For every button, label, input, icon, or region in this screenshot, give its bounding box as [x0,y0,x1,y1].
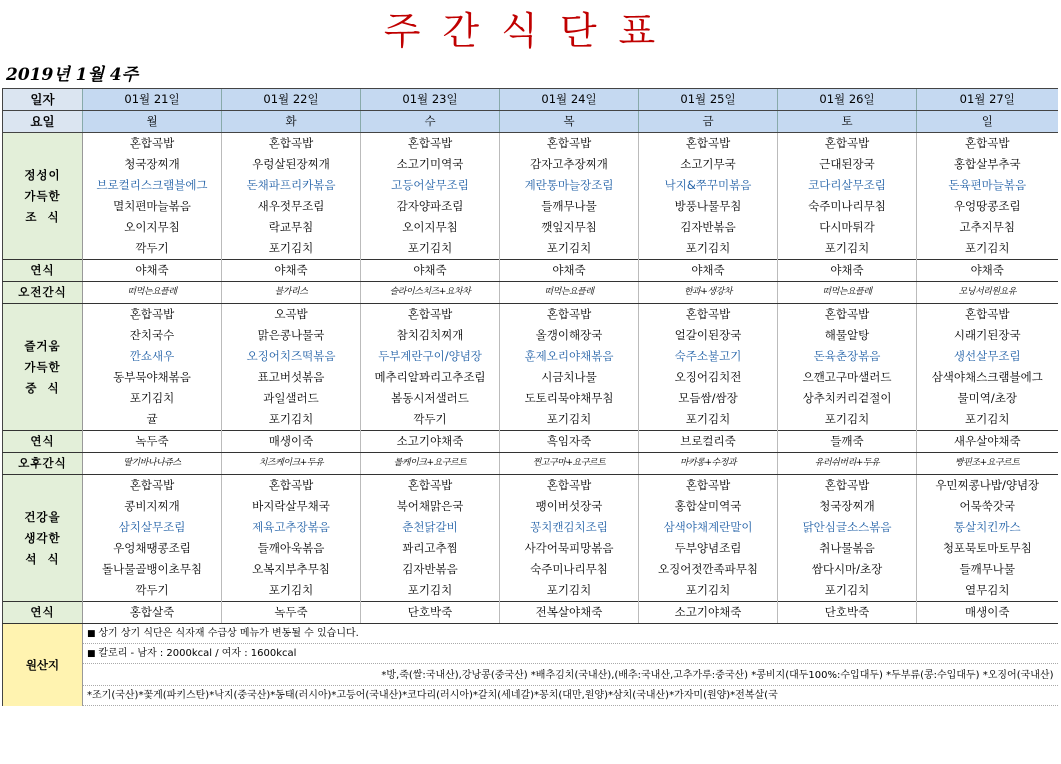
breakfast-dish: 혼합곡밥 [222,133,361,155]
lunch-porridge-item: 녹두죽 [83,431,222,453]
breakfast-porridge-item: 야채죽 [361,260,500,282]
weekday-cell: 화 [222,111,361,133]
dinner-dish: 숙주미나리무침 [500,559,639,580]
dinner-porridge-item: 단호박죽 [778,602,917,624]
breakfast-dish: 브로컬리스크램블에그 [83,175,222,196]
date-cell: 01월 26일 [778,89,917,111]
dinner-dish: 바지락살무채국 [222,496,361,517]
lunch-porridge-item: 들깨죽 [778,431,917,453]
breakfast-dish: 돈채파프리카볶음 [222,175,361,196]
breakfast-porridge-row [3,260,1058,282]
breakfast-row [3,133,1058,155]
lunch-dish: 귤 [83,409,222,431]
origin-body [83,624,1058,707]
lunch-row [3,367,1058,388]
lunch-porridge-label: 연식 [3,431,83,453]
date-cell: 01월 23일 [361,89,500,111]
am-snack-item: 떠먹는요플레 [83,282,222,304]
breakfast-dish: 감자고추장찌개 [500,154,639,175]
page-title: 주간식단표 [383,9,678,53]
dinner-dish: 두부양념조림 [639,538,778,559]
dinner-dish: 쌈다시마/초장 [778,559,917,580]
pm-snack-item: 유러쉬버리+두유 [778,453,917,475]
lunch-dish: 해물알탕 [778,325,917,346]
date-cell: 01월 27일 [917,89,1058,111]
lunch-dish: 포기김치 [83,388,222,409]
lunch-dish: 표고버섯볶음 [222,367,361,388]
date-cell: 01월 22일 [222,89,361,111]
breakfast-section-label: 정성이 가득한 조 식 [3,133,83,260]
breakfast-dish: 포기김치 [500,238,639,260]
date-cell: 01월 25일 [639,89,778,111]
dinner-dish: 우민찌콩나밥/양념장 [917,475,1058,497]
breakfast-porridge-label: 연식 [3,260,83,282]
pm-snack-item: 마카롱+수정과 [639,453,778,475]
dinner-porridge-item: 전복살야채죽 [500,602,639,624]
weekday-row [3,111,1058,133]
pm-snack-item: 치즈케이크+두유 [222,453,361,475]
breakfast-porridge-item: 야채죽 [778,260,917,282]
breakfast-dish: 방풍나물무침 [639,196,778,217]
breakfast-dish: 소고기무국 [639,154,778,175]
dinner-porridge-label: 연식 [3,602,83,624]
lunch-dish: 혼합곡밥 [778,304,917,326]
breakfast-dish: 혼합곡밥 [83,133,222,155]
lunch-dish: 도토리묵야채무침 [500,388,639,409]
breakfast-dish: 홍합살부추국 [917,154,1058,175]
breakfast-dish: 깍두기 [83,238,222,260]
lunch-dish: 포기김치 [778,409,917,431]
dinner-dish: 사각어묵피망볶음 [500,538,639,559]
breakfast-porridge-item: 야채죽 [500,260,639,282]
breakfast-dish: 숙주미나리무침 [778,196,917,217]
lunch-dish: 얼갈이된장국 [639,325,778,346]
pm-snack-item: 찐고구마+요구르트 [500,453,639,475]
lunch-dish: 깐쇼새우 [83,346,222,367]
breakfast-dish: 소고기미역국 [361,154,500,175]
dinner-dish: 꽈리고추찜 [361,538,500,559]
dinner-row [3,580,1058,602]
lunch-dish: 으깬고구마샐러드 [778,367,917,388]
bullet-icon: ■ [87,649,99,659]
dinner-dish: 통살치킨까스 [917,517,1058,538]
lunch-dish: 모듬쌈/쌈장 [639,388,778,409]
dinner-dish: 우엉채땡콩조림 [83,538,222,559]
breakfast-porridge-item: 야채죽 [222,260,361,282]
lunch-dish: 포기김치 [222,409,361,431]
breakfast-dish: 포기김치 [222,238,361,260]
dinner-dish: 꽁치캔김치조림 [500,517,639,538]
breakfast-dish: 혼합곡밥 [778,133,917,155]
lunch-dish: 물미역/초장 [917,388,1058,409]
lunch-dish: 혼합곡밥 [917,304,1058,326]
lunch-porridge-item: 흑임자죽 [500,431,639,453]
dinner-dish: 김자반볶음 [361,559,500,580]
dinner-dish: 어묵쑥갓국 [917,496,1058,517]
lunch-dish: 포기김치 [500,409,639,431]
dinner-section-label: 건강을 생각한 석 식 [3,475,83,602]
dinner-dish: 청포묵토마토무침 [917,538,1058,559]
dinner-dish: 오복지부추무침 [222,559,361,580]
dinner-dish: 혼합곡밥 [83,475,222,497]
breakfast-dish: 청국장찌개 [83,154,222,175]
calorie-line [83,644,1058,664]
dinner-dish: 혼합곡밥 [639,475,778,497]
dinner-dish: 홍합살미역국 [639,496,778,517]
breakfast-porridge-item: 야채죽 [639,260,778,282]
origin-line-2: *조기(국산)*꽃게(파키스탄)*낙지(중국산)*동태(러시아)*고등어(국내산)*코다리(러시아)*갈치(세네갈)*꽁치(대만,원양)*삼치(국내산)*가자미(원양)*전복살(국 [83,686,1058,706]
weekday-cell: 일 [917,111,1058,133]
breakfast-dish: 포기김치 [778,238,917,260]
breakfast-row [3,175,1058,196]
dinner-dish: 삼색야채계란말이 [639,517,778,538]
lunch-row [3,388,1058,409]
breakfast-dish: 오이지무침 [361,217,500,238]
date-row [3,89,1058,111]
breakfast-dish: 계란통마늘장조림 [500,175,639,196]
breakfast-dish: 돈육편마늘볶음 [917,175,1058,196]
lunch-row [3,325,1058,346]
week-label: 2019년 1월 4주 [6,65,139,85]
lunch-porridge-row [3,431,1058,453]
origin-line-1: *방,죽(쌀:국내산),강낭콩(중국산) *배추김치(국내산),(배추:국내산,고추가루:중국산) *콩비지(대두100%:수입대두) *두부류(콩:수입대두) *오징어(국내산) [83,666,1058,686]
weekday-cell: 월 [83,111,222,133]
dinner-dish: 청국장찌개 [778,496,917,517]
lunch-dish: 봄동시저샐러드 [361,388,500,409]
am-snack-item: 모닝서리원요유 [917,282,1058,304]
dinner-dish: 삼치살무조림 [83,517,222,538]
lunch-dish: 오곡밥 [222,304,361,326]
breakfast-dish: 코다리살무조림 [778,175,917,196]
dinner-row [3,538,1058,559]
breakfast-dish: 고추지무침 [917,217,1058,238]
breakfast-dish: 다시마튀각 [778,217,917,238]
lunch-section-label: 즐거움 가득한 중 식 [3,304,83,431]
lunch-dish: 시금치나물 [500,367,639,388]
notice-text: 상기 상기 식단은 식자재 수급상 메뉴가 변동될 수 있습니다. [98,628,359,639]
breakfast-dish: 감자양파조림 [361,196,500,217]
breakfast-porridge-item: 야채죽 [917,260,1058,282]
breakfast-dish: 포기김치 [361,238,500,260]
breakfast-dish: 우엉땅콩조림 [917,196,1058,217]
date-cell: 01월 21일 [83,89,222,111]
pm-snack-item: 빵핀조+요구르트 [917,453,1058,475]
breakfast-dish: 들깨무나물 [500,196,639,217]
dinner-dish: 오징어젓깐족파무침 [639,559,778,580]
lunch-dish: 오징어치즈떡볶음 [222,346,361,367]
dinner-row [3,475,1058,497]
weekday-cell: 수 [361,111,500,133]
notice-line [83,624,1058,644]
weekday-cell: 토 [778,111,917,133]
lunch-dish: 오징어김치전 [639,367,778,388]
weekday-label: 요일 [3,111,83,133]
breakfast-dish: 낙지&쭈꾸미볶음 [639,175,778,196]
breakfast-row [3,238,1058,260]
dinner-porridge-item: 매생이죽 [917,602,1058,624]
lunch-dish: 돈육춘장볶음 [778,346,917,367]
dinner-porridge-item: 단호박죽 [361,602,500,624]
pm-snack-row [3,453,1058,475]
lunch-dish: 참치김치찌개 [361,325,500,346]
dinner-porridge-item: 소고기야채죽 [639,602,778,624]
dinner-dish: 포기김치 [500,580,639,602]
breakfast-dish: 깻잎지무침 [500,217,639,238]
breakfast-row [3,196,1058,217]
breakfast-dish: 락교무침 [222,217,361,238]
dinner-dish: 팽이버섯장국 [500,496,639,517]
dinner-dish: 춘천닭갈비 [361,517,500,538]
bullet-icon: ■ [87,629,99,639]
breakfast-dish: 혼합곡밥 [917,133,1058,155]
lunch-row [3,346,1058,367]
dinner-dish: 들깨아욱볶음 [222,538,361,559]
lunch-row [3,409,1058,431]
dinner-dish: 혼합곡밥 [222,475,361,497]
lunch-dish: 두부계란구이/양념장 [361,346,500,367]
dinner-dish: 포기김치 [778,580,917,602]
menu-table [2,88,1058,706]
breakfast-dish: 포기김치 [917,238,1058,260]
lunch-dish: 잔치국수 [83,325,222,346]
dinner-dish: 제육고추장볶음 [222,517,361,538]
lunch-dish: 맑은콩나물국 [222,325,361,346]
lunch-dish: 과일샐러드 [222,388,361,409]
lunch-porridge-item: 매생이죽 [222,431,361,453]
breakfast-dish: 혼합곡밥 [639,133,778,155]
origin-row [3,624,1058,707]
am-snack-item: 한과+생강차 [639,282,778,304]
lunch-dish: 깍두기 [361,409,500,431]
dinner-row [3,496,1058,517]
dinner-dish: 혼합곡밥 [778,475,917,497]
am-snack-row [3,282,1058,304]
dinner-dish: 깍두기 [83,580,222,602]
dinner-dish: 포기김치 [222,580,361,602]
breakfast-dish: 우렁살된장찌개 [222,154,361,175]
breakfast-dish: 포기김치 [639,238,778,260]
lunch-porridge-item: 소고기야채죽 [361,431,500,453]
dinner-dish: 포기김치 [361,580,500,602]
lunch-dish: 훈제오리야채볶음 [500,346,639,367]
breakfast-row [3,154,1058,175]
date-cell: 01월 24일 [500,89,639,111]
date-label: 일자 [3,89,83,111]
lunch-dish: 생선살무조림 [917,346,1058,367]
lunch-dish: 시래기된장국 [917,325,1058,346]
lunch-dish: 상추치커리겉절이 [778,388,917,409]
dinner-dish: 돌나물골뱅이초무침 [83,559,222,580]
lunch-row [3,304,1058,326]
am-snack-item: 블가리스 [222,282,361,304]
lunch-dish: 올갱이해장국 [500,325,639,346]
weekday-cell: 목 [500,111,639,133]
lunch-dish: 혼합곡밥 [639,304,778,326]
breakfast-dish: 고등어살무조림 [361,175,500,196]
dinner-porridge-item: 홍합살죽 [83,602,222,624]
dinner-porridge-item: 녹두죽 [222,602,361,624]
dinner-dish: 들깨무나물 [917,559,1058,580]
breakfast-dish: 멸치편마늘볶음 [83,196,222,217]
lunch-porridge-item: 새우살야채죽 [917,431,1058,453]
lunch-porridge-item: 브로컬리죽 [639,431,778,453]
dinner-dish: 콩비지찌개 [83,496,222,517]
pm-snack-item: 롤케이크+요구르트 [361,453,500,475]
pm-snack-item: 딸기바나나쥬스 [83,453,222,475]
calorie-text: 칼로리 - 남자 : 2000kcal / 여자 : 1600kcal [98,648,297,659]
dinner-dish: 포기김치 [639,580,778,602]
dinner-dish: 열무김치 [917,580,1058,602]
lunch-dish: 포기김치 [917,409,1058,431]
dinner-row [3,559,1058,580]
am-snack-item: 떠먹는요플레 [778,282,917,304]
dinner-porridge-row [3,602,1058,624]
dinner-dish: 혼합곡밥 [500,475,639,497]
weekday-cell: 금 [639,111,778,133]
dinner-dish: 취나물볶음 [778,538,917,559]
breakfast-dish: 혼합곡밥 [500,133,639,155]
breakfast-dish: 오이지무침 [83,217,222,238]
breakfast-dish: 근대된장국 [778,154,917,175]
lunch-dish: 삼색야채스크램블에그 [917,367,1058,388]
dinner-row [3,517,1058,538]
lunch-dish: 숙주소불고기 [639,346,778,367]
am-snack-item: 떠먹는요플레 [500,282,639,304]
breakfast-dish: 혼합곡밥 [361,133,500,155]
origin-label: 원산지 [3,624,83,707]
dinner-dish: 북어채맑은국 [361,496,500,517]
lunch-dish: 메추리알꽈리고추조림 [361,367,500,388]
breakfast-dish: 김자반볶음 [639,217,778,238]
breakfast-porridge-item: 야채죽 [83,260,222,282]
lunch-dish: 포기김치 [639,409,778,431]
lunch-dish: 혼합곡밥 [83,304,222,326]
dinner-dish: 닭안심글소스볶음 [778,517,917,538]
am-snack-item: 슬라이스치즈+요차차 [361,282,500,304]
am-snack-label: 오전간식 [3,282,83,304]
dinner-dish: 혼합곡밥 [361,475,500,497]
pm-snack-label: 오후간식 [3,453,83,475]
lunch-dish: 혼합곡밥 [500,304,639,326]
breakfast-dish: 새우젓무조림 [222,196,361,217]
lunch-dish: 동부묵야채볶음 [83,367,222,388]
breakfast-row [3,217,1058,238]
lunch-dish: 혼합곡밥 [361,304,500,326]
